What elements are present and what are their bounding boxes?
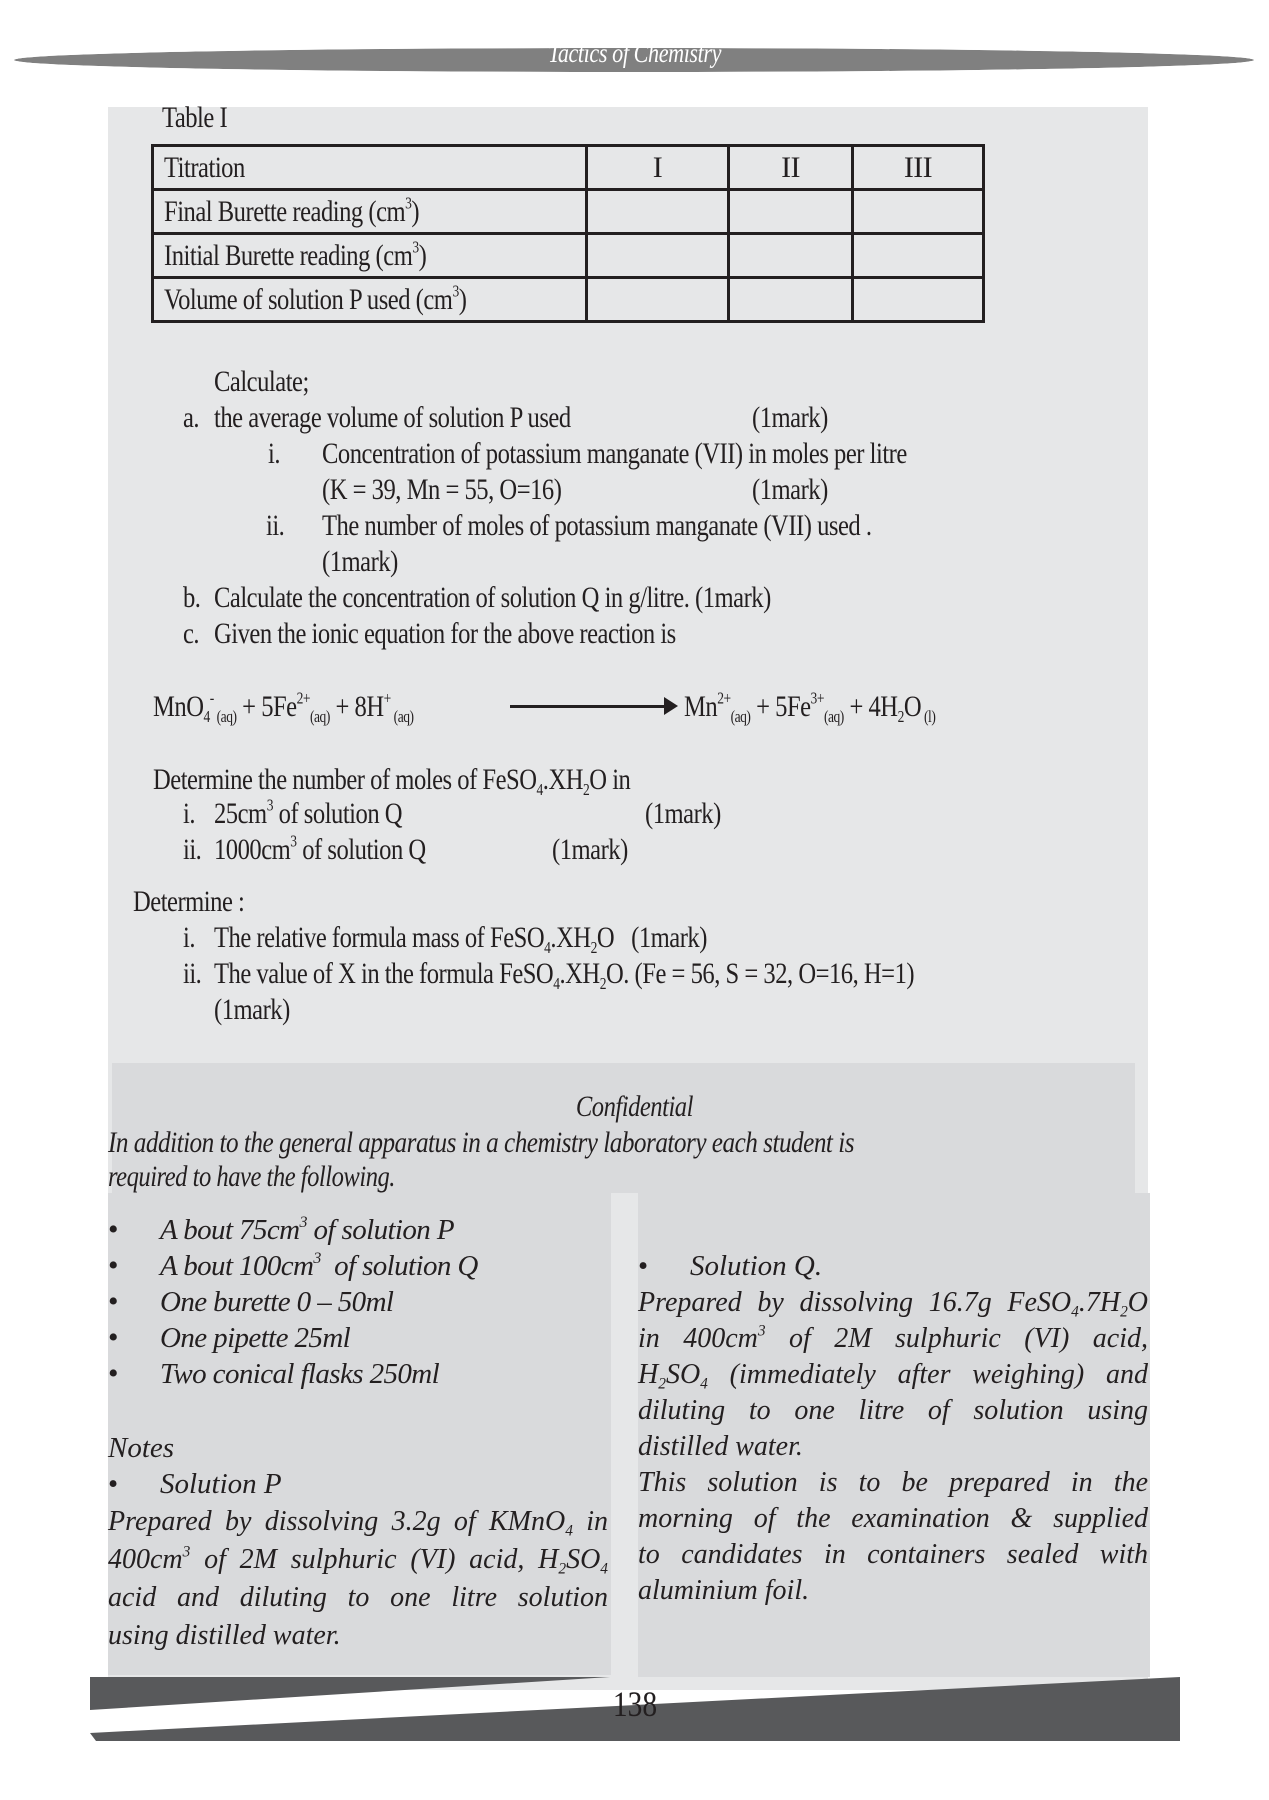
list-item: • A bout $100cm^3$ of solution Q: [108, 1249, 478, 1282]
product-manganese: $Mn^{2+}_{(aq)}$: [684, 688, 751, 726]
question-a-i-mark: (1mark): [752, 473, 828, 506]
reactant-iron-ii: + $5Fe^{2+}_{(aq)}$: [242, 688, 330, 726]
list-item: • Two conical flasks 250ml: [108, 1357, 440, 1390]
determine-item-i-marker: i.: [183, 921, 196, 954]
moles-item-ii-marker: ii.: [183, 833, 202, 866]
row-label-final-reading: Final Burette reading $(cm^3)$: [153, 190, 587, 234]
question-a-ii-mark: (1mark): [322, 545, 398, 578]
bullet-icon: •: [108, 1285, 118, 1318]
row-label-initial-reading: Initial Burette reading $(cm^3)$: [153, 234, 587, 278]
question-a-text: the average volume of solution P used: [214, 401, 571, 434]
page-number: 138: [612, 1684, 657, 1724]
solution-q-description: Prepared by dissolving 16.7g $FeSO_4.7H_2O$ in $400cm^3$ of 2M sulphuric (VI) acid, $H_2SO_4$ (immediately after weighing) and diluting to one litre of solution using distilled water. This solution is to be prepared in the morning of the examination & supplied to candidates in containers sealed with aluminium foil.: [638, 1287, 1148, 1606]
moles-item-i-marker: i.: [183, 797, 196, 830]
reactant-hydrogen: + 8H+ $_{(aq)}$: [335, 688, 414, 726]
row-label-volume-used: Volume of solution P used $(cm^3)$: [153, 278, 587, 322]
requirements-list: [108, 1213, 478, 1393]
confidential-heading: Confidential: [575, 1090, 694, 1123]
bullet-icon: •: [108, 1468, 119, 1500]
solution-p-heading: • Solution P: [108, 1468, 282, 1500]
bullet-icon: •: [108, 1357, 118, 1390]
determine-item-ii-mark: (1mark): [214, 993, 290, 1026]
determine-intro: Determine :: [133, 885, 245, 918]
question-a-ii-text: The number of moles of potassium manganate (VII) used .: [322, 509, 872, 542]
calculate-intro: Calculate;: [214, 365, 309, 398]
ionic-equation-products: [684, 690, 991, 724]
bullet-icon: •: [108, 1213, 118, 1246]
notes-heading: Notes: [108, 1432, 175, 1464]
table-row: [153, 190, 984, 234]
question-a-i-marker: i.: [268, 437, 281, 470]
reactant-permanganate: MnO$_4$- $_{(aq)}$: [153, 688, 237, 726]
product-water: + $4H_2O$ $_{(l)}$: [849, 690, 936, 726]
reaction-arrow-icon: [510, 705, 670, 708]
column-header-iii: III: [853, 146, 984, 190]
bullet-icon: •: [108, 1321, 118, 1354]
question-a-i-constants: (K = 39, Mn = 55, O=16): [322, 473, 562, 506]
cell-final-i[interactable]: [587, 190, 729, 234]
question-a-mark: (1mark): [752, 401, 828, 434]
moles-item-i-mark: (1mark): [645, 797, 721, 830]
moles-intro: Determine the number of moles of $FeSO_4.XH_2O$ in: [153, 763, 631, 799]
bullet-icon: •: [638, 1250, 649, 1282]
list-item: • A bout $75cm^3$ of solution P: [108, 1213, 454, 1246]
cell-final-ii[interactable]: [729, 190, 853, 234]
question-c-text: Given the ionic equation for the above reaction is: [214, 617, 676, 650]
table-row: [153, 278, 984, 322]
moles-item-ii-text: $1000cm^3$ of solution Q: [214, 831, 426, 866]
solution-p-description: Prepared by dissolving 3.2g of KMnO$_4$ in $400cm^3$ of 2M sulphuric (VI) acid, $H_2SO_4$ acid and diluting to one litre solution using distilled water.: [108, 1506, 608, 1651]
book-title: Tactics of Chemistry: [547, 38, 722, 68]
moles-item-i-text: $25cm^3$ of solution Q: [214, 795, 403, 830]
titration-table: [151, 144, 985, 323]
cell-volume-ii[interactable]: [729, 278, 853, 322]
confidential-intro-line1: In addition to the general apparatus in a chemistry laboratory each student is: [108, 1126, 855, 1159]
cell-initial-i[interactable]: [587, 234, 729, 278]
cell-initial-iii[interactable]: [853, 234, 984, 278]
confidential-intro-line2: required to have the following.: [108, 1160, 395, 1193]
cell-volume-iii[interactable]: [853, 278, 984, 322]
table-header-row: [153, 146, 984, 190]
cell-final-iii[interactable]: [853, 190, 984, 234]
question-b-text: Calculate the concentration of solution Q in g/litre. (1mark): [214, 581, 771, 614]
arrow-head-icon: [664, 697, 678, 715]
cell-volume-i[interactable]: [587, 278, 729, 322]
determine-item-ii-marker: ii.: [183, 957, 202, 990]
determine-item-i-text: The relative formula mass of $FeSO_4.XH_2O$ (1mark): [214, 921, 707, 957]
question-a-i-text: Concentration of potassium manganate (VII) in moles per litre: [322, 437, 907, 470]
question-a-marker: a.: [183, 401, 200, 434]
table-caption: Table I: [162, 101, 228, 134]
determine-item-ii-text: The value of X in the formula $FeSO_4.XH_2O$. (Fe = 56, S = 32, O=16, H=1): [214, 957, 915, 993]
product-iron-iii: + $5Fe^{3+}_{(aq)}$: [756, 688, 844, 726]
question-c-marker: c.: [183, 617, 200, 650]
column-header-titration: Titration: [153, 146, 587, 190]
column-header-i: I: [587, 146, 729, 190]
question-b-marker: b.: [183, 581, 201, 614]
question-a-ii-marker: ii.: [266, 509, 285, 542]
moles-item-ii-mark: (1mark): [552, 833, 628, 866]
bullet-icon: •: [108, 1249, 118, 1282]
list-item: • One pipette 25ml: [108, 1321, 351, 1354]
ionic-equation-reactants: [153, 690, 471, 724]
cell-initial-ii[interactable]: [729, 234, 853, 278]
table-row: [153, 234, 984, 278]
solution-q-heading: • Solution Q.: [638, 1250, 823, 1282]
list-item: • One burette 0 – 50ml: [108, 1285, 394, 1318]
column-header-ii: II: [729, 146, 853, 190]
